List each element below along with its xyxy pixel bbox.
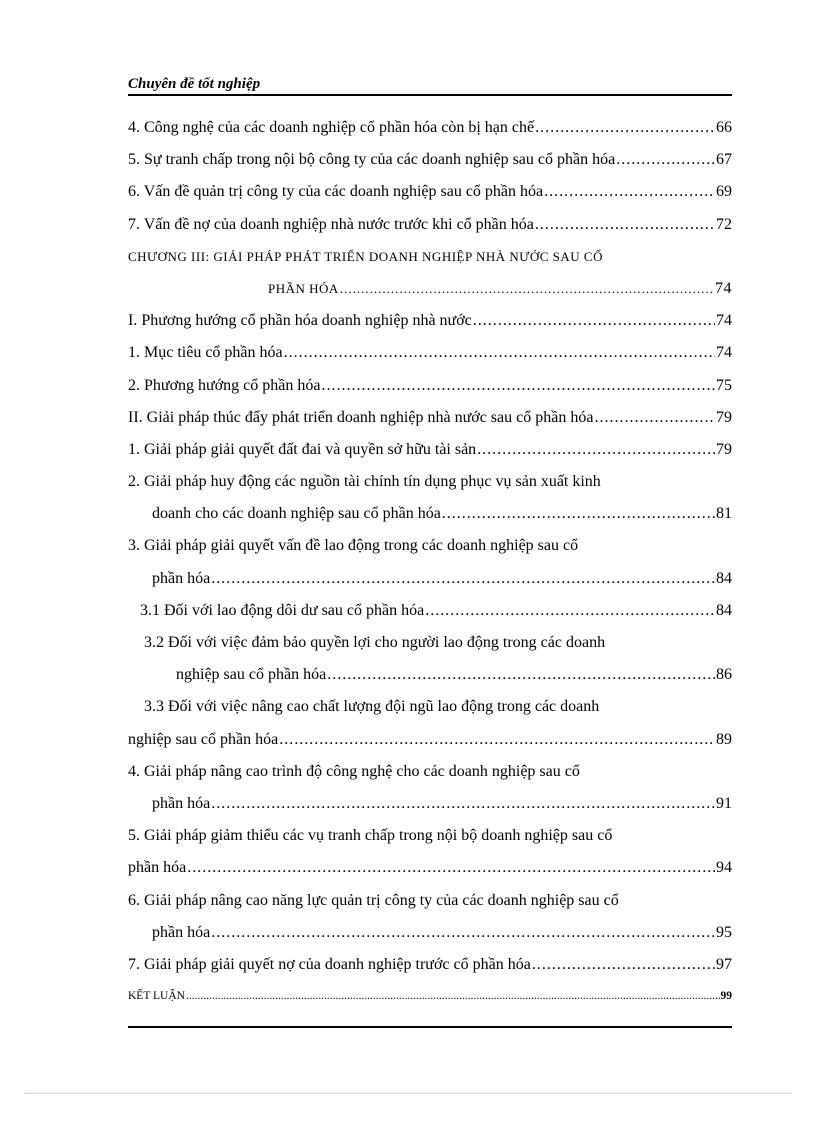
- toc-page-number: 91: [716, 794, 732, 812]
- toc-entry: [152, 563, 732, 595]
- toc-page-number: 67: [716, 151, 732, 169]
- toc-entry-text: phần hóa: [152, 923, 211, 941]
- toc-entry: [128, 112, 732, 144]
- toc-entry: [140, 595, 732, 627]
- toc-row-II-7: [128, 949, 732, 981]
- toc-page-number: 72: [716, 215, 732, 233]
- toc-entry-text: PHẦN HÓA: [268, 280, 339, 296]
- dot-leader: [279, 724, 715, 756]
- toc-page-number: 86: [716, 666, 732, 684]
- toc-entry-text: phần hóa: [152, 569, 211, 587]
- toc-entry-text: 5. Giải pháp giảm thiểu các vụ tranh chấp trong nội bộ doanh nghiệp sau cổ: [128, 827, 613, 845]
- toc-row-II-4-cont: [128, 788, 732, 820]
- toc-entry: [128, 402, 732, 434]
- dot-leader: [340, 273, 714, 305]
- toc-row-II-3-3-cont: [128, 724, 732, 756]
- toc-entry-text: II. Giải pháp thúc đẩy phát triển doanh nghiệp nhà nước sau cổ phần hóa: [128, 408, 594, 426]
- toc-entry: [128, 981, 732, 1011]
- toc-entry: [128, 949, 732, 981]
- dot-leader: [477, 434, 715, 466]
- toc-entry: [152, 498, 732, 530]
- toc-entry: [152, 788, 732, 820]
- toc-entry-text: nghiệp sau cổ phần hóa: [128, 730, 279, 748]
- toc-page-number: 84: [716, 601, 732, 619]
- toc-row-II-3-2-cont: [128, 659, 732, 691]
- toc-row-conclusion: [128, 981, 732, 1011]
- toc-entry-text: 1. Giải pháp giải quyết đất đai và quyền sở hữu tài sản: [128, 440, 477, 458]
- toc-entry: [176, 659, 732, 691]
- toc-row-II-3-1: [128, 595, 732, 627]
- toc-entry-text: phần hóa: [152, 794, 211, 812]
- toc-row-I-1: [128, 337, 732, 369]
- toc-row-II-2-cont: [128, 498, 732, 530]
- dot-leader: [594, 402, 715, 434]
- toc-entry-text: 6. Giải pháp nâng cao năng lực quản trị công ty của các doanh nghiệp sau cổ: [128, 891, 619, 909]
- toc-row-5-disputes: [128, 144, 732, 176]
- page-header: [128, 76, 732, 96]
- toc-row-I-2: [128, 370, 732, 402]
- toc-entry-text: 3.2 Đối với việc đảm bảo quyền lợi cho người lao động trong các doanh: [144, 634, 606, 651]
- toc-entry-text: I. Phương hướng cổ phần hóa doanh nghiệp nhà nước: [128, 312, 472, 330]
- toc-entry: [128, 176, 732, 208]
- toc-row-7-debt: [128, 209, 732, 241]
- dot-leader: [211, 563, 715, 595]
- toc-row-II-3-3: [128, 691, 732, 723]
- toc-entry: [128, 144, 732, 176]
- toc-entry: [128, 305, 732, 337]
- toc-entry-text: 3.1 Đối với lao động dôi dư sau cổ phần hóa: [140, 601, 425, 619]
- toc-page-number: 99: [720, 990, 732, 1003]
- toc-entry-text: 3.3 Đối với việc nâng cao chất lượng đội ngũ lao động trong các doanh: [144, 698, 600, 716]
- dot-leader: [535, 209, 715, 241]
- toc-entry-text: 7. Vấn đề nợ của doanh nghiệp nhà nước trước khi cổ phần hóa: [128, 215, 534, 233]
- toc-entry-text: doanh cho các doanh nghiệp sau cổ phần hóa: [152, 505, 441, 523]
- toc-entry-text: 2. Giải pháp huy động các nguồn tài chính tín dụng phục vụ sản xuất kinh: [128, 473, 601, 491]
- toc-entry-text: 5. Sự tranh chấp trong nội bộ công ty của các doanh nghiệp sau cổ phần hóa: [128, 151, 616, 169]
- toc-entry-text: 3. Giải pháp giải quyết vấn đề lao động trong các doanh nghiệp sau cổ: [128, 537, 579, 555]
- dot-leader: [544, 176, 715, 208]
- toc-entry: [128, 434, 732, 466]
- toc-page-number: 84: [716, 569, 732, 587]
- dot-leader: [186, 981, 720, 1011]
- header-title: Chuyên đề tốt nghiệp: [128, 76, 261, 92]
- toc-entry-text: 1. Mục tiêu cổ phần hóa: [128, 344, 283, 362]
- dot-leader: [425, 595, 715, 627]
- toc-entry: [268, 273, 732, 305]
- toc-page-number: 79: [716, 408, 732, 426]
- dot-leader: [473, 305, 715, 337]
- chapter-title-line: CHƯƠNG III: GIẢI PHÁP PHÁT TRIỂN DOANH NGHIỆP NHÀ NƯỚC SAU CỔ: [128, 248, 603, 264]
- toc-entry: [152, 917, 732, 949]
- dot-leader: [535, 112, 715, 144]
- toc-entry: [128, 724, 732, 756]
- toc-row-II-3-2: [128, 627, 732, 659]
- toc-row-I: [128, 305, 732, 337]
- toc-page-number: 81: [716, 505, 732, 523]
- dot-leader: [211, 788, 715, 820]
- toc-page-number: 74: [716, 312, 732, 330]
- toc-page-number: 89: [716, 730, 732, 748]
- toc-entry: [128, 209, 732, 241]
- toc-page-number: 74: [715, 279, 732, 297]
- toc-row-II-4: [128, 756, 732, 788]
- toc-entry-text: 4. Giải pháp nâng cao trình độ công nghệ cho các doanh nghiệp sau cổ: [128, 762, 580, 780]
- toc-entry: [128, 337, 732, 369]
- toc-row-II-6: [128, 885, 732, 917]
- toc-row-II-5: [128, 820, 732, 852]
- toc-entry-text: 4. Công nghệ của các doanh nghiệp cổ phần hóa còn bị hạn chế: [128, 119, 535, 136]
- toc-row-II-3-cont: [128, 563, 732, 595]
- toc-page-number: 94: [716, 859, 732, 877]
- toc-entry: [128, 370, 732, 402]
- dot-leader: [284, 337, 715, 369]
- dot-leader: [187, 852, 715, 884]
- table-of-contents: [128, 112, 732, 1011]
- toc-row-II-6-cont: [128, 917, 732, 949]
- toc-entry-text: phần hóa: [128, 859, 187, 877]
- toc-row-II: [128, 402, 732, 434]
- dot-leader: [321, 370, 715, 402]
- toc-row-chapter-3-cont: [128, 273, 732, 305]
- footer-rule: [128, 1026, 732, 1028]
- dot-leader: [616, 144, 715, 176]
- toc-row-6-governance: [128, 176, 732, 208]
- toc-page-number: 97: [716, 955, 732, 973]
- toc-entry-text: 6. Vấn đề quản trị công ty của các doanh nghiệp sau cổ phần hóa: [128, 183, 544, 201]
- toc-page-number: 79: [716, 440, 732, 458]
- toc-entry-text: KẾT LUẬN: [128, 990, 185, 1003]
- toc-row-II-5-cont: [128, 852, 732, 884]
- toc-row-chapter-3: [128, 241, 732, 273]
- toc-row-II-2: [128, 466, 732, 498]
- toc-entry: [128, 852, 732, 884]
- toc-page-number: 75: [716, 376, 732, 394]
- toc-page-number: 66: [716, 119, 732, 136]
- toc-entry-text: 2. Phương hướng cổ phần hóa: [128, 376, 321, 394]
- dot-leader: [442, 498, 715, 530]
- toc-page-number: 69: [716, 183, 732, 201]
- toc-row-4-technology: [128, 112, 732, 144]
- dot-leader: [327, 659, 715, 691]
- toc-entry-text: 7. Giải pháp giải quyết nợ của doanh nghiệp trước cổ phần hóa: [128, 955, 531, 973]
- toc-entry-text: nghiệp sau cổ phần hóa: [176, 666, 327, 684]
- toc-page-number: 95: [716, 923, 732, 941]
- dot-leader: [532, 949, 715, 981]
- page-bottom-edge: [24, 1093, 792, 1094]
- toc-page-number: 74: [716, 344, 732, 362]
- dot-leader: [211, 917, 715, 949]
- toc-row-II-3: [128, 530, 732, 562]
- toc-row-II-1: [128, 434, 732, 466]
